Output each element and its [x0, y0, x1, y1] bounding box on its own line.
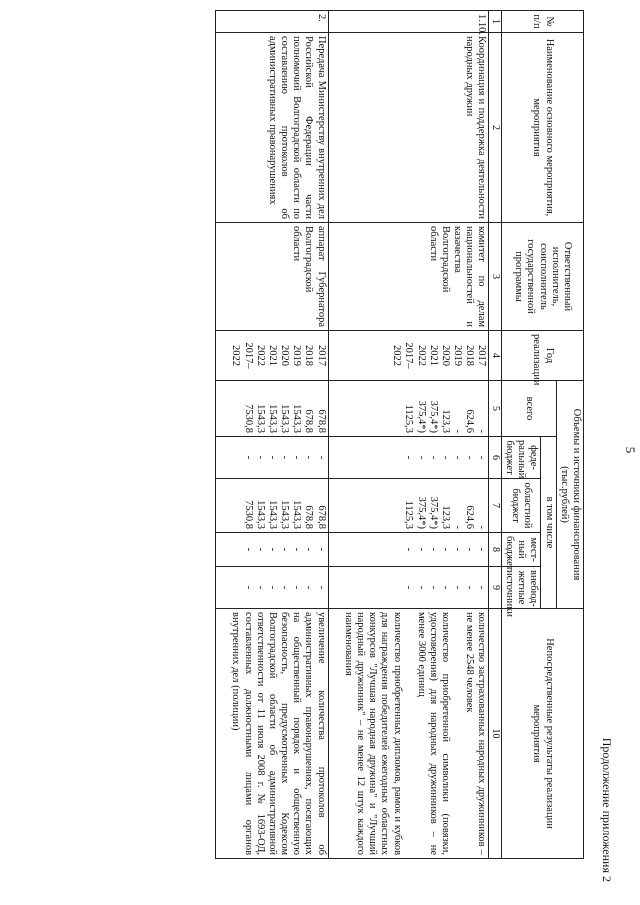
- extra-values: - - - - - - -: [328, 567, 489, 609]
- local-values: - - - - - - -: [328, 533, 489, 567]
- regional-values: 678,8 678,8 1543,3 1543,3 1543,3 1543,3 7530,8: [216, 479, 328, 533]
- index-cell: 4: [489, 331, 502, 381]
- years: 2017 2018 2019 2020 2021 2022 2017–2022: [328, 331, 489, 381]
- activity-name: Передача Министерству внутренних дел Российской Федерации части полномочий Волгоградской области по составлению протоколов об административных правонарушениях: [216, 33, 328, 223]
- extra-values: - - - - - - -: [216, 567, 328, 609]
- page-number: 5: [623, 446, 638, 454]
- local-values: - - - - - - -: [216, 533, 328, 567]
- header-result: Непосредственные результаты реализации мероприятия: [501, 609, 583, 859]
- regional-values: - 624,6 - 123,3 375,4*) 375,4*) 1125,3: [328, 479, 489, 533]
- column-index-row: [489, 11, 502, 859]
- total-values: 678,8 678,8 1543,3 1543,3 1543,3 1543,3 7530,8: [216, 381, 328, 437]
- federal-values: - - - - - - -: [216, 437, 328, 479]
- activity-name: Координация и поддержка деятельности народных дружин: [328, 33, 489, 223]
- responsible-executor: комитет по делам национальностей и казачества Волгоградской области: [328, 223, 489, 331]
- table-row: [216, 11, 328, 859]
- result-item: количество приобретенной символики (повязки, удостоверения) для народных дружинников – не менее 3000 единиц: [415, 612, 452, 856]
- table-row: [328, 11, 489, 859]
- header-year: Год реализации: [501, 331, 583, 381]
- header-responsible: Ответственный исполнитель, соисполнитель государственной программы: [501, 223, 583, 331]
- result-item: количество приобретенных дипломов, рамок и кубков для награждения победителей ежегодных областных конкурсов "Лучшая народная дружина" и "Лучший народный дружинник" – не менее 12 штук каждого наименования: [342, 612, 403, 856]
- header-extra: внебюд-жетные источники: [501, 567, 541, 609]
- index-cell: 6: [489, 437, 502, 479]
- index-cell: 7: [489, 479, 502, 533]
- index-cell: 3: [489, 223, 502, 331]
- header-total: всего: [501, 381, 556, 437]
- total-values: - 624,6 - 123,3 375,4*) 375,4*) 1125,3: [328, 381, 489, 437]
- header-federal: феде-ральный бюджет: [501, 437, 541, 479]
- index-cell: 1: [489, 11, 502, 33]
- years: 2017 2018 2019 2020 2021 2022 2017–2022: [216, 331, 328, 381]
- header-including: в том числе: [541, 437, 556, 609]
- index-cell: 2: [489, 33, 502, 223]
- header-name: Наименование основного мероприятия, мероприятия: [501, 33, 583, 223]
- results-cell: [328, 609, 489, 859]
- header-regional: областной бюджет: [501, 479, 541, 533]
- index-cell: 5: [489, 381, 502, 437]
- results-cell: [216, 609, 328, 859]
- program-table: [215, 10, 584, 859]
- result-item: увеличение количества протоколов об административных правонарушениях, посягающих на общественный порядок и общественную безопасность, предусмотренных Кодексом Волгоградской области об административной ответственности от 11 июля 2008 г. № 1693-ОД, составленных должностными лицами органов внутренних дел (полиции): [230, 612, 327, 856]
- index-cell: 10: [489, 609, 502, 859]
- header-volumes: Объемы и источники финансирования (тыс.рублей): [556, 381, 583, 609]
- header-no: № п/п: [501, 11, 583, 33]
- row-number: 2.: [216, 11, 328, 33]
- responsible-executor: аппарат Губернатора Волгоградской области: [216, 223, 328, 331]
- federal-values: - - - - - - -: [328, 437, 489, 479]
- header-local: мест-ный бюджет: [501, 533, 541, 567]
- document-body: [215, 10, 638, 890]
- index-cell: 9: [489, 567, 502, 609]
- row-number: 1.10.: [328, 11, 489, 33]
- continuation-label: Продолжение приложения 2: [600, 737, 614, 882]
- result-item: количество застрахованных народных дружинников – не менее 2548 человек: [464, 612, 488, 856]
- index-cell: 8: [489, 533, 502, 567]
